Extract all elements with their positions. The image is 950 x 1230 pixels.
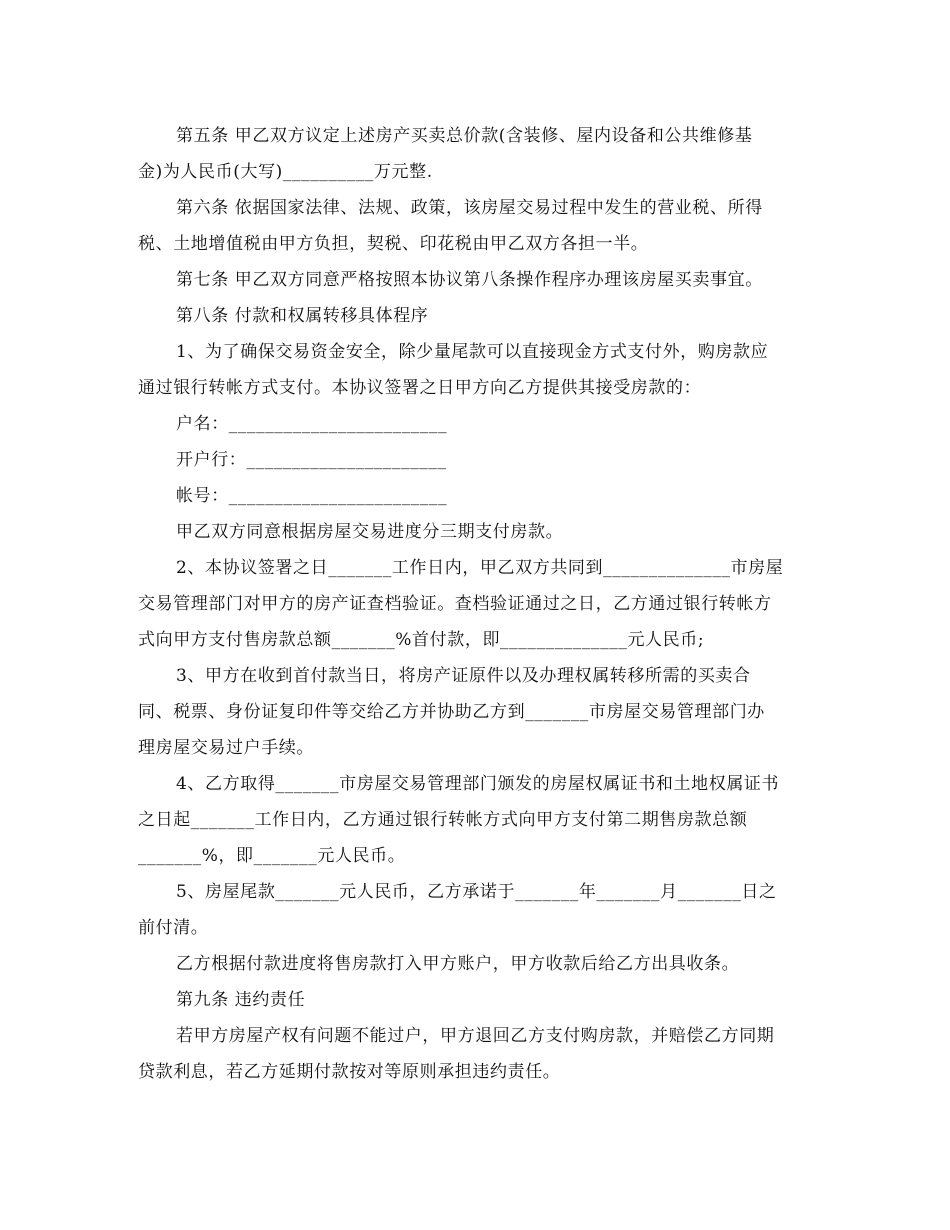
text-line: 乙方根据付款进度将售房款打入甲方账户，甲方收款后给乙方出具收条。 bbox=[176, 954, 740, 974]
text-line: 2、本协议签署之日_______工作日内，甲乙双方共同到______________市房屋 bbox=[176, 558, 784, 578]
text-line: 前付清。 bbox=[138, 918, 209, 938]
text-line: 式向甲方支付售房款总额_______%首付款，即______________元人民币; bbox=[138, 630, 705, 650]
document-body bbox=[138, 118, 812, 1090]
text-line: 税、土地增值税由甲方负担，契税、印花税由甲乙双方各担一半。 bbox=[138, 234, 649, 254]
text-line: 5、房屋尾款_______元人民币，乙方承诺于_______年_______月_______日之 bbox=[176, 882, 777, 902]
account-number-field: 帐号：________________________ bbox=[176, 486, 448, 506]
text-line: 通过银行转帐方式支付。本协议签署之日甲方向乙方提供其接受房款的： bbox=[138, 378, 702, 398]
text-line: 同、税票、身份证复印件等交给乙方并协助乙方到_______市房屋交易管理部门办 bbox=[138, 702, 765, 722]
text-line: 第七条 甲乙双方同意严格按照本协议第八条操作程序办理该房屋买卖事宜。 bbox=[176, 270, 763, 290]
text-line: 之日起_______工作日内，乙方通过银行转帐方式向甲方支付第二期售房款总额 bbox=[138, 810, 748, 830]
text-line: 贷款利息，若乙方延期付款按对等原则承担违约责任。 bbox=[138, 1062, 561, 1082]
bank-branch-field: 开户行：______________________ bbox=[176, 450, 447, 470]
text-line: 交易管理部门对甲方的房产证查档验证。查档验证通过之日，乙方通过银行转帐方 bbox=[138, 594, 772, 614]
text-line: 理房屋交易过户手续。 bbox=[138, 738, 314, 758]
text-line: _______%，即_______元人民币。 bbox=[138, 846, 406, 866]
text-line: 第六条 依据国家法律、法规、政策，该房屋交易过程中发生的营业税、所得 bbox=[176, 198, 763, 218]
text-line: 3、甲方在收到首付款当日，将房产证原件以及办理权属转移所需的买卖合 bbox=[176, 666, 751, 686]
section-heading: 第八条 付款和权属转移具体程序 bbox=[176, 306, 429, 326]
account-name-field: 户名：________________________ bbox=[176, 414, 448, 434]
text-line: 第五条 甲乙双方议定上述房产买卖总价款(含装修、屋内设备和公共维修基 bbox=[176, 126, 753, 146]
text-line: 甲乙双方同意根据房屋交易进度分三期支付房款。 bbox=[176, 522, 564, 542]
text-line: 1、为了确保交易资金安全，除少量尾款可以直接现金方式支付外，购房款应 bbox=[176, 342, 769, 362]
text-line: 4、乙方取得_______市房屋交易管理部门颁发的房屋权属证书和土地权属证书 bbox=[176, 774, 780, 794]
section-heading: 第九条 违约责任 bbox=[176, 990, 306, 1010]
text-line: 金)为人民币(大写)__________万元整. bbox=[138, 162, 433, 182]
text-line: 若甲方房屋产权有问题不能过户，甲方退回乙方支付购房款，并赔偿乙方同期 bbox=[176, 1026, 775, 1046]
